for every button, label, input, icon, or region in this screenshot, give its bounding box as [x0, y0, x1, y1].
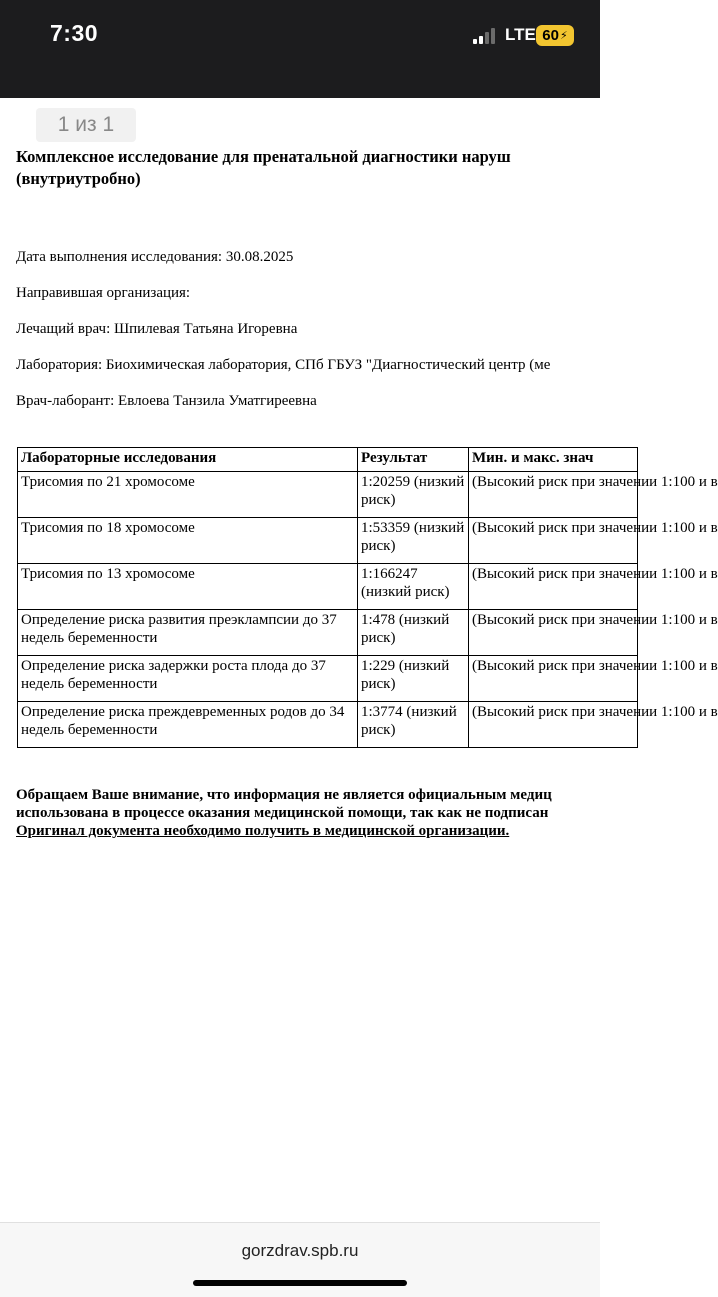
- test-result: 1:53359 (низкий риск): [358, 518, 469, 564]
- test-result: 1:478 (низкий риск): [358, 610, 469, 656]
- test-range: (Высокий риск при значении 1:100 и в: [469, 518, 638, 564]
- notice-line-2: использована в процессе оказания медицинской помощи, так как не подписан: [16, 805, 549, 821]
- laboratory: Лаборатория: Биохимическая лаборатория, СПб ГБУЗ "Диагностический центр (ме: [16, 357, 551, 373]
- header-test: Лабораторные исследования: [18, 448, 358, 472]
- test-result: 1:166247 (низкий риск): [358, 564, 469, 610]
- table-row: [18, 518, 638, 564]
- disclaimer-notice: [16, 786, 552, 840]
- title-line-2: (внутриутробно): [16, 169, 141, 188]
- results-table: [17, 447, 718, 748]
- table-row: [18, 702, 638, 748]
- test-result: 1:3774 (низкий риск): [358, 702, 469, 748]
- test-range: (Высокий риск при значении 1:100 и в: [469, 564, 638, 610]
- header-range: Мин. и макс. знач: [469, 448, 638, 472]
- test-range: (Высокий риск при значении 1:100 и в: [469, 702, 638, 748]
- notice-line-3: Оригинал документа необходимо получить в медицинской организации.: [16, 823, 510, 839]
- test-range: (Высокий риск при значении 1:100 и в: [469, 610, 638, 656]
- title-line-1: Комплексное исследование для пренатальной диагностики наруш: [16, 147, 511, 166]
- status-time: 7:30: [50, 20, 99, 46]
- charging-bolt-icon: ⚡: [559, 30, 568, 42]
- test-name: Трисомия по 18 хромосоме: [18, 518, 358, 564]
- attending-doctor: Лечащий врач: Шпилевая Татьяна Игоревна: [16, 321, 298, 337]
- header-result: Результат: [358, 448, 469, 472]
- referring-organization: Направившая организация:: [16, 285, 191, 301]
- study-date: Дата выполнения исследования: 30.08.2025: [16, 249, 294, 265]
- test-name: Определение риска преждевременных родов до 34 недель беременности: [18, 702, 358, 748]
- status-bar: [0, 0, 600, 98]
- url-text[interactable]: gorzdrav.spb.ru: [241, 1241, 359, 1260]
- test-result: 1:229 (низкий риск): [358, 656, 469, 702]
- home-indicator[interactable]: [193, 1280, 407, 1286]
- table-row: [18, 610, 638, 656]
- test-result: 1:20259 (низкий риск): [358, 472, 469, 518]
- table-row: [18, 472, 638, 518]
- browser-address-bar[interactable]: [0, 1222, 600, 1297]
- page-counter: 1 из 1: [36, 108, 136, 142]
- notice-line-1: Обращаем Ваше внимание, что информация не является официальным медиц: [16, 787, 552, 803]
- table-row: [18, 656, 638, 702]
- battery-level: 60: [542, 27, 559, 44]
- battery-icon: [536, 25, 574, 46]
- test-name: Определение риска задержки роста плода до 37 недель беременности: [18, 656, 358, 702]
- document-title: [16, 146, 600, 190]
- lab-doctor: Врач-лаборант: Евлоева Танзила Уматгиреевна: [16, 393, 317, 409]
- network-type: LTE: [505, 25, 536, 44]
- test-name: Трисомия по 13 хромосоме: [18, 564, 358, 610]
- test-range: (Высокий риск при значении 1:100 и в: [469, 656, 638, 702]
- table-row: [18, 564, 638, 610]
- table-header-row: [18, 448, 638, 472]
- test-name: Трисомия по 21 хромосоме: [18, 472, 358, 518]
- test-range: (Высокий риск при значении 1:100 и в: [469, 472, 638, 518]
- test-name: Определение риска развития преэклампсии до 37 недель беременности: [18, 610, 358, 656]
- cellular-signal-icon: [473, 28, 499, 44]
